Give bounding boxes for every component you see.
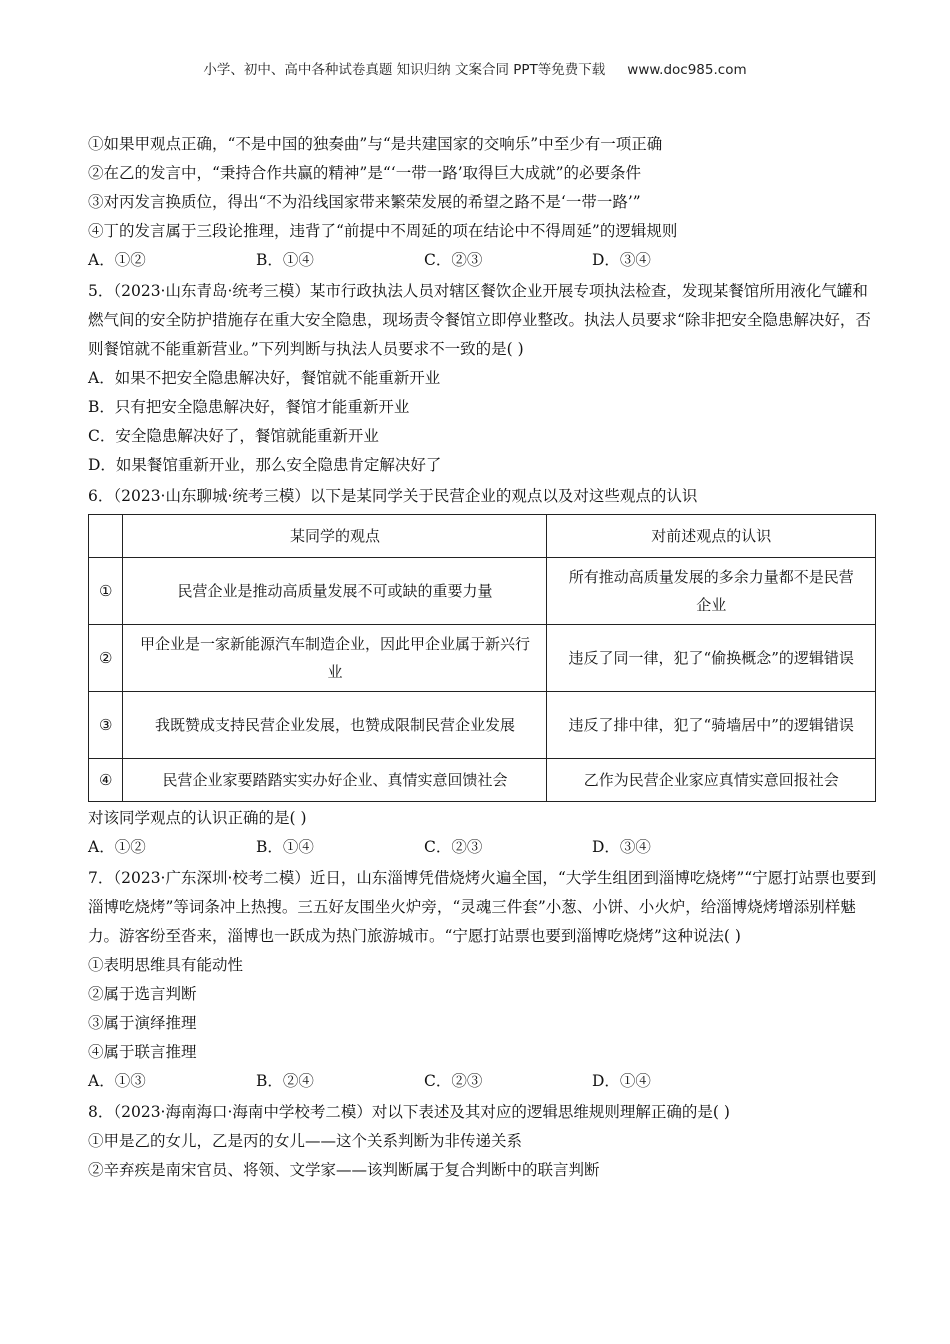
q6-question: 对该同学观点的认识正确的是( ) <box>88 809 307 827</box>
header-site-link[interactable]: www.doc985.com <box>627 62 747 78</box>
q4-option-a[interactable]: A．①② <box>88 251 146 269</box>
q7-item-1: ①表明思维具有能动性 <box>88 956 244 974</box>
row-number: ③ <box>89 692 123 759</box>
row-comment: 乙作为民营企业家应真情实意回报社会 <box>547 759 876 802</box>
q7-item-4: ④属于联言推理 <box>88 1043 197 1061</box>
table-row <box>89 759 876 802</box>
q7-option-c[interactable]: C．②③ <box>424 1072 483 1090</box>
q6-table <box>88 514 876 802</box>
q7-option-a[interactable]: A．①③ <box>88 1072 146 1090</box>
q8-title: 8．（2023·海南海口·海南中学校考二模）对以下表述及其对应的逻辑思维规则理解正确的是( ) <box>88 1103 730 1121</box>
q4-item-4: ④丁的发言属于三段论推理，违背了“前提中不周延的项在结论中不得周延”的逻辑规则 <box>88 222 678 240</box>
q7-title: 7．（2023·广东深圳·校考二模）近日，山东淄博凭借烧烤火遍全国，“大学生组团到淄博吃烧烤”“宁愿打站票也要到淄博吃烧烤”等词条冲上热搜。三五好友围坐火炉旁，“灵魂三件套”小葱、小饼、小火炉，给淄博烧烤增添别样魅力。游客纷至沓来，淄博也一跃成为热门旅游城市。“宁愿打站票也要到淄博吃烧烤”这种说法( ) <box>88 869 877 945</box>
table-header-comment: 对前述观点的认识 <box>547 515 876 558</box>
q6-option-b[interactable]: B．①④ <box>256 838 314 856</box>
header-text: 小学、初中、高中各种试卷真题 知识归纳 文案合同 PPT等免费下载 <box>203 62 606 78</box>
q6-option-d[interactable]: D．③④ <box>592 838 651 856</box>
q7-section <box>88 864 878 1096</box>
q7-item-2: ②属于选言判断 <box>88 985 197 1003</box>
row-view: 民营企业是推动高质量发展不可或缺的重要力量 <box>123 558 547 625</box>
q4-item-2: ②在乙的发言中，“秉持合作共赢的精神”是“‘一带一路’取得巨大成就”的必要条件 <box>88 164 642 182</box>
q6-option-a[interactable]: A．①② <box>88 838 146 856</box>
q6-title: 6．（2023·山东聊城·统考三模）以下是某同学关于民营企业的观点以及对这些观点的认识 <box>88 487 698 505</box>
q5-section <box>88 277 878 480</box>
row-comment: 违反了排中律，犯了“骑墙居中”的逻辑错误 <box>547 692 876 759</box>
q4-option-b[interactable]: B．①④ <box>256 251 314 269</box>
q6-option-c[interactable]: C．②③ <box>424 838 483 856</box>
q4-option-c[interactable]: C．②③ <box>424 251 483 269</box>
q5-option-c[interactable]: C．安全隐患解决好了，餐馆就能重新开业 <box>88 427 379 445</box>
q6-section <box>88 482 878 862</box>
row-comment: 所有推动高质量发展的多余力量都不是民营企业 <box>547 558 876 625</box>
q5-option-b[interactable]: B．只有把安全隐患解决好，餐馆才能重新开业 <box>88 398 410 416</box>
q4-options <box>88 246 878 275</box>
table-row <box>89 558 876 625</box>
q8-item-2: ②辛弃疾是南宋官员、将领、文学家——该判断属于复合判断中的联言判断 <box>88 1161 600 1179</box>
exam-content <box>88 130 878 1185</box>
table-row <box>89 692 876 759</box>
row-number: ④ <box>89 759 123 802</box>
row-view: 我既赞成支持民营企业发展，也赞成限制民营企业发展 <box>123 692 547 759</box>
q6-options <box>88 833 878 862</box>
q8-section <box>88 1098 878 1185</box>
table-header-view: 某同学的观点 <box>123 515 547 558</box>
q5-option-d[interactable]: D．如果餐馆重新开业，那么安全隐患肯定解决好了 <box>88 456 442 474</box>
row-number: ② <box>89 625 123 692</box>
table-header-row <box>89 515 876 558</box>
page-header <box>0 58 950 78</box>
row-view: 民营企业家要踏踏实实办好企业、真情实意回馈社会 <box>123 759 547 802</box>
q4-item-1: ①如果甲观点正确，“不是中国的独奏曲”与“是共建国家的交响乐”中至少有一项正确 <box>88 135 663 153</box>
q7-option-b[interactable]: B．②④ <box>256 1072 314 1090</box>
q5-option-a[interactable]: A．如果不把安全隐患解决好，餐馆就不能重新开业 <box>88 369 441 387</box>
q7-option-d[interactable]: D．①④ <box>592 1072 651 1090</box>
q4-option-d[interactable]: D．③④ <box>592 251 651 269</box>
q7-options <box>88 1067 878 1096</box>
row-comment: 违反了同一律，犯了“偷换概念”的逻辑错误 <box>547 625 876 692</box>
row-number: ① <box>89 558 123 625</box>
table-row <box>89 625 876 692</box>
q4-item-3: ③对丙发言换质位，得出“不为沿线国家带来繁荣发展的希望之路不是‘一带一路’” <box>88 193 641 211</box>
q5-title: 5．（2023·山东青岛·统考三模）某市行政执法人员对辖区餐饮企业开展专项执法检查，发现某餐馆所用液化气罐和燃气间的安全防护措施存在重大安全隐患，现场责令餐馆立即停业整改。执法人员要求“除非把安全隐患解决好，否则餐馆就不能重新营业。”下列判断与执法人员要求不一致的是( ) <box>88 282 871 358</box>
q4-section <box>88 130 878 275</box>
q7-item-3: ③属于演绎推理 <box>88 1014 197 1032</box>
row-view: 甲企业是一家新能源汽车制造企业，因此甲企业属于新兴行业 <box>123 625 547 692</box>
table-header-blank <box>89 515 123 558</box>
q8-item-1: ①甲是乙的女儿，乙是丙的女儿——这个关系判断为非传递关系 <box>88 1132 523 1150</box>
